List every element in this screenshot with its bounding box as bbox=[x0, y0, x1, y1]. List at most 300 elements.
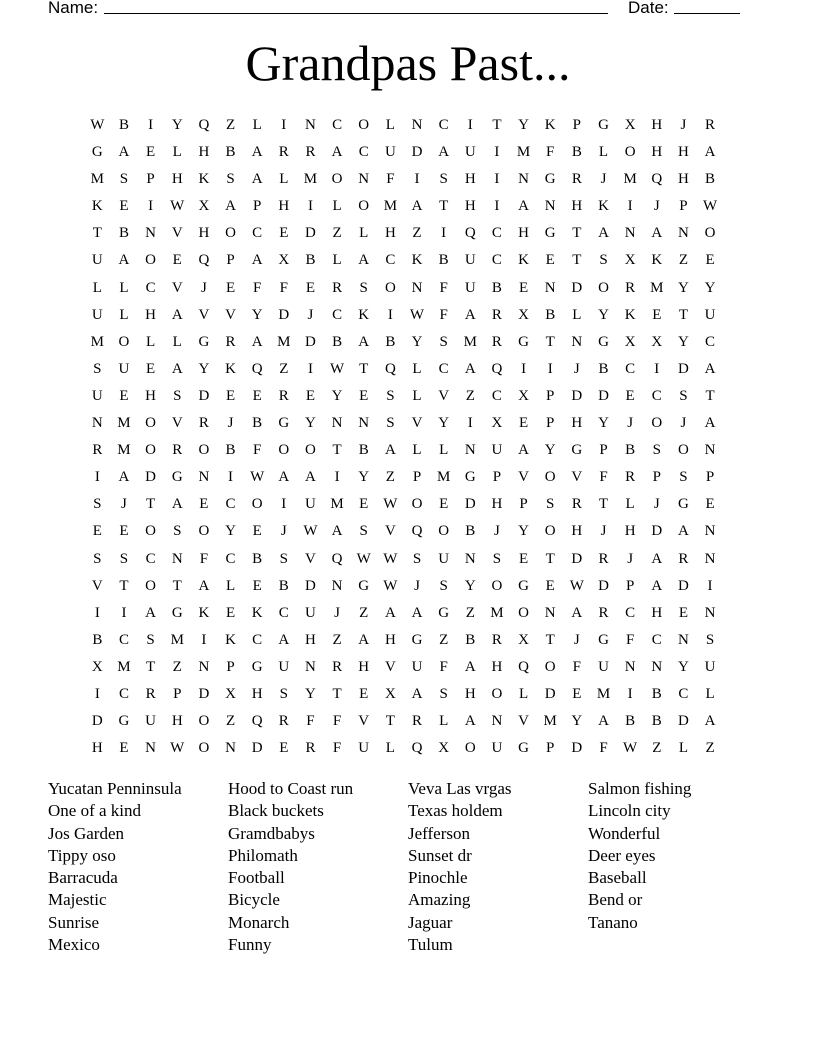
date-label: Date: bbox=[628, 0, 669, 17]
grid-letter: M bbox=[516, 144, 531, 161]
grid-letter: S bbox=[93, 360, 102, 377]
grid-letter: O bbox=[145, 252, 157, 269]
word-item: Football bbox=[228, 868, 285, 888]
grid-letter: R bbox=[92, 442, 103, 459]
grid-letter: K bbox=[198, 171, 210, 188]
grid-letter: G bbox=[598, 117, 609, 133]
grid-letter: U bbox=[704, 658, 716, 675]
grid-letter: S bbox=[119, 171, 129, 188]
grid-letter: E bbox=[545, 252, 555, 269]
grid-letter: H bbox=[278, 198, 290, 215]
grid-letter: A bbox=[651, 550, 663, 567]
grid-letter: T bbox=[332, 685, 342, 702]
grid-letter: R bbox=[412, 713, 423, 730]
grid-letter: J bbox=[627, 550, 634, 567]
grid-letter: K bbox=[198, 604, 210, 621]
grid-letter: H bbox=[651, 144, 663, 161]
word-item: Monarch bbox=[228, 912, 290, 932]
grid-letter: R bbox=[625, 469, 636, 486]
grid-letter: I bbox=[627, 198, 633, 215]
grid-letter: L bbox=[225, 577, 236, 594]
grid-letter: L bbox=[119, 279, 129, 296]
word-item: Jaguar bbox=[408, 912, 453, 932]
grid-letter: E bbox=[119, 198, 129, 215]
grid-letter: A bbox=[464, 306, 476, 323]
grid-letter: F bbox=[599, 740, 608, 757]
grid-letter: S bbox=[386, 415, 395, 432]
grid-letter: D bbox=[677, 577, 689, 594]
grid-letter: K bbox=[91, 198, 103, 215]
grid-letter: O bbox=[145, 442, 157, 459]
grid-letter: M bbox=[463, 333, 477, 350]
grid-letter: E bbox=[439, 496, 449, 513]
grid-letter: D bbox=[305, 225, 316, 242]
grid-letter: T bbox=[598, 496, 609, 513]
grid-letter: D bbox=[598, 387, 609, 404]
grid-letter: E bbox=[172, 252, 182, 269]
grid-letter: B bbox=[118, 117, 129, 133]
grid-letter: G bbox=[198, 333, 210, 350]
grid-letter: A bbox=[145, 604, 157, 621]
grid-letter: L bbox=[359, 225, 369, 242]
grid-letter: N bbox=[464, 550, 476, 567]
grid-letter: D bbox=[677, 360, 689, 377]
grid-letter: Y bbox=[544, 442, 556, 459]
grid-letter: I bbox=[707, 577, 713, 594]
grid-letter: P bbox=[412, 469, 422, 486]
grid-letter: O bbox=[598, 279, 609, 296]
grid-letter: D bbox=[651, 523, 663, 540]
grid-letter: E bbox=[146, 360, 156, 377]
grid-letter: P bbox=[599, 442, 608, 459]
word-item: Texas holdem bbox=[408, 801, 503, 821]
grid-letter: N bbox=[225, 740, 236, 757]
grid-letter: X bbox=[438, 740, 450, 757]
grid-letter: I bbox=[148, 198, 154, 215]
grid-letter: I bbox=[201, 631, 207, 648]
grid-letter: J bbox=[653, 198, 660, 215]
grid-letter: A bbox=[464, 658, 476, 675]
grid-letter: J bbox=[600, 171, 607, 188]
grid-letter: F bbox=[572, 658, 582, 675]
grid-letter: T bbox=[439, 198, 449, 215]
grid-letter: H bbox=[651, 117, 663, 133]
word-item: Philomath bbox=[228, 845, 298, 865]
grid-letter: V bbox=[384, 523, 396, 540]
grid-letter: F bbox=[199, 550, 209, 567]
grid-letter: P bbox=[146, 171, 155, 188]
grid-letter: Z bbox=[225, 713, 236, 730]
grid-letter: A bbox=[464, 713, 476, 730]
grid-letter: A bbox=[358, 333, 370, 350]
grid-letter: T bbox=[172, 577, 182, 594]
grid-letter: C bbox=[278, 604, 289, 621]
grid-letter: V bbox=[305, 550, 316, 567]
word-item: Mexico bbox=[48, 935, 100, 955]
grid-letter: I bbox=[307, 198, 313, 215]
grid-letter: Y bbox=[464, 577, 476, 594]
grid-letter: X bbox=[624, 333, 636, 350]
grid-letter: Q bbox=[384, 360, 396, 377]
grid-letter: N bbox=[651, 658, 663, 675]
grid-letter: D bbox=[305, 333, 316, 350]
grid-letter: O bbox=[198, 740, 210, 757]
grid-letter: S bbox=[173, 387, 182, 404]
grid-letter: A bbox=[331, 523, 343, 540]
grid-letter: Y bbox=[331, 387, 343, 404]
grid-letter: H bbox=[198, 225, 210, 242]
grid-letter: X bbox=[651, 333, 663, 350]
grid-letter: O bbox=[145, 577, 157, 594]
grid-letter: N bbox=[704, 604, 716, 621]
word-item: Sunrise bbox=[48, 912, 99, 932]
grid-letter: F bbox=[252, 279, 262, 296]
grid-letter: L bbox=[279, 171, 289, 188]
grid-letter: A bbox=[118, 144, 130, 161]
grid-letter: H bbox=[651, 604, 663, 621]
grid-letter: N bbox=[198, 658, 210, 675]
grid-letter: Y bbox=[598, 306, 609, 323]
grid-letter: G bbox=[677, 496, 689, 513]
word-item: Gramdbabys bbox=[228, 823, 315, 843]
grid-letter: H bbox=[464, 685, 476, 702]
grid-letter: W bbox=[356, 550, 371, 567]
grid-letter: H bbox=[145, 306, 157, 323]
grid-letter: T bbox=[146, 658, 156, 675]
grid-letter: Q bbox=[411, 523, 423, 540]
grid-letter: E bbox=[119, 523, 129, 540]
grid-letter: S bbox=[226, 171, 235, 188]
grid-letter: G bbox=[278, 415, 290, 432]
letter-grid bbox=[84, 112, 723, 762]
grid-letter: F bbox=[439, 279, 448, 296]
grid-letter: D bbox=[571, 550, 583, 567]
grid-letter: D bbox=[544, 685, 556, 702]
grid-letter: F bbox=[306, 713, 315, 730]
grid-letter: L bbox=[439, 713, 449, 730]
grid-letter: A bbox=[411, 198, 423, 215]
word-item: Wonderful bbox=[588, 823, 661, 843]
grid-letter: P bbox=[519, 496, 528, 513]
grid-letter: R bbox=[598, 550, 609, 567]
grid-letter: V bbox=[384, 658, 396, 675]
grid-letter: E bbox=[146, 144, 156, 161]
page-title: Grandpas Past... bbox=[245, 35, 571, 91]
grid-letter: G bbox=[171, 604, 183, 621]
grid-letter: Y bbox=[677, 333, 689, 350]
grid-letter: J bbox=[121, 496, 127, 513]
date-blank-line bbox=[674, 13, 740, 14]
grid-letter: R bbox=[678, 550, 689, 567]
grid-letter: G bbox=[411, 631, 423, 648]
grid-letter: F bbox=[332, 740, 342, 757]
grid-letter: E bbox=[705, 496, 715, 513]
grid-letter: U bbox=[384, 144, 396, 161]
grid-letter: D bbox=[305, 577, 316, 594]
grid-letter: T bbox=[572, 225, 582, 242]
grid-letter: O bbox=[464, 740, 476, 757]
grid-letter: Y bbox=[677, 658, 689, 675]
grid-letter: K bbox=[598, 198, 609, 215]
grid-letter: E bbox=[279, 740, 289, 757]
grid-letter: U bbox=[491, 442, 503, 459]
grid-letter: B bbox=[252, 550, 263, 567]
grid-letter: Y bbox=[518, 523, 529, 540]
grid-letter: W bbox=[90, 117, 105, 133]
word-item: Yucatan Penninsula bbox=[48, 779, 182, 798]
grid-letter: E bbox=[705, 252, 715, 269]
word-item: Bicycle bbox=[228, 890, 280, 910]
grid-letter: I bbox=[441, 225, 447, 242]
grid-letter: S bbox=[492, 550, 502, 567]
grid-letter: I bbox=[281, 496, 287, 513]
grid-letter: B bbox=[385, 333, 396, 350]
grid-letter: K bbox=[411, 252, 423, 269]
grid-letter: B bbox=[225, 144, 236, 161]
grid-letter: Q bbox=[331, 550, 343, 567]
grid-letter: H bbox=[198, 144, 210, 161]
grid-letter: T bbox=[359, 360, 369, 377]
grid-letter: Y bbox=[571, 713, 583, 730]
grid-letter: A bbox=[464, 360, 476, 377]
grid-letter: O bbox=[198, 713, 210, 730]
grid-letter: O bbox=[384, 279, 396, 296]
word-item: Tippy oso bbox=[48, 845, 116, 865]
grid-letter: G bbox=[598, 631, 609, 648]
grid-letter: O bbox=[331, 171, 343, 188]
grid-letter: F bbox=[386, 171, 395, 188]
grid-letter: G bbox=[518, 333, 529, 350]
name-label: Name: bbox=[48, 0, 99, 17]
grid-letter: S bbox=[359, 279, 368, 296]
grid-letter: E bbox=[359, 496, 369, 513]
grid-letter: N bbox=[145, 740, 157, 757]
grid-letter: M bbox=[117, 658, 131, 675]
grid-letter: G bbox=[544, 225, 556, 242]
grid-letter: Z bbox=[332, 225, 342, 242]
grid-letter: U bbox=[704, 306, 716, 323]
grid-letter: E bbox=[305, 387, 316, 404]
grid-letter: I bbox=[334, 469, 340, 486]
grid-letter: T bbox=[92, 225, 102, 242]
grid-letter: M bbox=[170, 631, 184, 648]
grid-letter: Z bbox=[172, 658, 182, 675]
grid-letter: I bbox=[494, 171, 500, 188]
grid-letter: V bbox=[571, 469, 583, 486]
grid-letter: E bbox=[225, 387, 236, 404]
grid-letter: E bbox=[119, 387, 129, 404]
grid-letter: A bbox=[358, 631, 370, 648]
grid-letter: R bbox=[198, 415, 209, 432]
grid-letter: V bbox=[171, 279, 183, 296]
grid-letter: L bbox=[598, 144, 609, 161]
grid-letter: F bbox=[252, 442, 262, 459]
grid-letter: B bbox=[358, 442, 369, 459]
grid-letter: C bbox=[438, 117, 449, 133]
grid-letter: O bbox=[544, 658, 556, 675]
grid-letter: E bbox=[199, 496, 209, 513]
grid-letter: S bbox=[439, 685, 448, 702]
grid-letter: N bbox=[305, 117, 316, 133]
grid-letter: N bbox=[171, 550, 183, 567]
grid-letter: T bbox=[385, 713, 395, 730]
grid-letter: E bbox=[305, 279, 316, 296]
grid-letter: E bbox=[518, 279, 529, 296]
grid-letter: L bbox=[705, 685, 715, 702]
grid-letter: A bbox=[384, 604, 396, 621]
grid-letter: N bbox=[331, 577, 343, 594]
grid-letter: C bbox=[438, 360, 449, 377]
grid-letter: W bbox=[569, 577, 584, 594]
grid-letter: K bbox=[518, 252, 529, 269]
word-item: Lincoln city bbox=[588, 801, 671, 821]
grid-letter: I bbox=[414, 171, 420, 188]
word-item: Funny bbox=[228, 935, 272, 955]
grid-letter: A bbox=[225, 198, 236, 215]
grid-letter: N bbox=[544, 198, 556, 215]
grid-letter: Y bbox=[677, 279, 689, 296]
grid-letter: T bbox=[545, 550, 555, 567]
grid-letter: A bbox=[118, 252, 130, 269]
grid-letter: T bbox=[332, 442, 342, 459]
grid-letter: X bbox=[491, 415, 503, 432]
grid-letter: L bbox=[439, 442, 449, 459]
grid-letter: X bbox=[518, 631, 529, 648]
grid-letter: N bbox=[198, 469, 210, 486]
grid-letter: N bbox=[464, 442, 476, 459]
grid-letter: N bbox=[571, 333, 583, 350]
grid-letter: I bbox=[494, 198, 500, 215]
grid-letter: A bbox=[251, 144, 263, 161]
grid-letter: A bbox=[251, 171, 263, 188]
grid-letter: P bbox=[492, 469, 502, 486]
grid-letter: U bbox=[411, 658, 423, 675]
grid-letter: P bbox=[226, 658, 235, 675]
word-item: Bend or bbox=[588, 890, 643, 910]
grid-letter: U bbox=[358, 740, 370, 757]
grid-letter: Y bbox=[358, 469, 370, 486]
grid-letter: I bbox=[387, 306, 393, 323]
grid-letter: Z bbox=[465, 604, 475, 621]
grid-letter: D bbox=[145, 469, 157, 486]
grid-letter: A bbox=[411, 604, 423, 621]
grid-letter: X bbox=[198, 198, 210, 215]
grid-letter: Q bbox=[251, 360, 263, 377]
grid-letter: L bbox=[252, 117, 262, 133]
grid-letter: U bbox=[305, 604, 316, 621]
grid-letter: B bbox=[625, 713, 636, 730]
grid-letter: S bbox=[279, 550, 288, 567]
grid-letter: J bbox=[227, 415, 234, 432]
grid-letter: B bbox=[92, 631, 103, 648]
grid-letter: C bbox=[491, 387, 502, 404]
grid-letter: R bbox=[491, 333, 502, 350]
grid-letter: E bbox=[225, 604, 236, 621]
grid-letter: C bbox=[118, 685, 129, 702]
grid-letter: H bbox=[384, 631, 396, 648]
grid-letter: G bbox=[171, 469, 183, 486]
grid-letter: N bbox=[624, 225, 636, 242]
grid-letter: C bbox=[625, 360, 636, 377]
grid-letter: E bbox=[518, 415, 529, 432]
grid-letter: Y bbox=[225, 523, 236, 540]
grid-letter: G bbox=[438, 604, 450, 621]
grid-letter: A bbox=[278, 631, 290, 648]
grid-letter: V bbox=[225, 306, 236, 323]
grid-letter: Z bbox=[412, 225, 422, 242]
grid-letter: V bbox=[411, 415, 423, 432]
grid-letter: V bbox=[438, 387, 450, 404]
grid-letter: G bbox=[91, 144, 103, 161]
grid-letter: S bbox=[679, 387, 688, 404]
grid-letter: O bbox=[651, 415, 663, 432]
grid-letter: C bbox=[651, 631, 662, 648]
grid-letter: L bbox=[412, 442, 422, 459]
grid-letter: H bbox=[171, 171, 183, 188]
grid-letter: Y bbox=[598, 415, 609, 432]
grid-letter: C bbox=[225, 550, 236, 567]
grid-letter: G bbox=[118, 713, 130, 730]
grid-letter: S bbox=[679, 469, 688, 486]
grid-letter: A bbox=[278, 469, 290, 486]
grid-letter: F bbox=[332, 713, 342, 730]
grid-letter: R bbox=[278, 144, 289, 161]
grid-letter: I bbox=[521, 360, 527, 377]
grid-letter: A bbox=[171, 496, 183, 513]
grid-letter: S bbox=[359, 523, 368, 540]
grid-letter: X bbox=[91, 658, 103, 675]
grid-letter: N bbox=[544, 604, 556, 621]
grid-letter: O bbox=[225, 225, 236, 242]
grid-letter: J bbox=[600, 523, 607, 540]
grid-letter: R bbox=[278, 387, 289, 404]
grid-letter: N bbox=[411, 279, 423, 296]
grid-letter: L bbox=[172, 333, 182, 350]
grid-letter: A bbox=[251, 333, 263, 350]
grid-letter: U bbox=[464, 252, 476, 269]
grid-letter: D bbox=[571, 387, 583, 404]
grid-letter: N bbox=[305, 658, 316, 675]
grid-letter: N bbox=[145, 225, 157, 242]
grid-letter: P bbox=[572, 117, 582, 133]
grid-letter: L bbox=[412, 387, 422, 404]
grid-letter: M bbox=[277, 333, 291, 350]
grid-letter: N bbox=[704, 442, 716, 459]
grid-letter: W bbox=[409, 306, 425, 323]
grid-letter: O bbox=[118, 333, 130, 350]
grid-letter: R bbox=[172, 442, 183, 459]
word-item: Black buckets bbox=[228, 801, 324, 821]
grid-letter: O bbox=[358, 117, 370, 133]
grid-letter: H bbox=[171, 713, 183, 730]
grid-letter: L bbox=[332, 252, 342, 269]
grid-letter: E bbox=[625, 387, 635, 404]
grid-letter: H bbox=[491, 658, 503, 675]
word-column bbox=[48, 778, 228, 956]
grid-letter: M bbox=[543, 713, 557, 730]
grid-letter: U bbox=[91, 387, 103, 404]
grid-letter: M bbox=[117, 442, 131, 459]
grid-letter: Y bbox=[411, 333, 423, 350]
grid-letter: J bbox=[307, 306, 314, 323]
grid-letter: H bbox=[571, 198, 583, 215]
grid-letter: K bbox=[225, 631, 236, 648]
grid-letter: Y bbox=[305, 415, 316, 432]
grid-letter: S bbox=[386, 387, 395, 404]
grid-letter: A bbox=[518, 442, 529, 459]
grid-letter: L bbox=[119, 306, 129, 323]
word-item: Sunset dr bbox=[408, 845, 472, 865]
